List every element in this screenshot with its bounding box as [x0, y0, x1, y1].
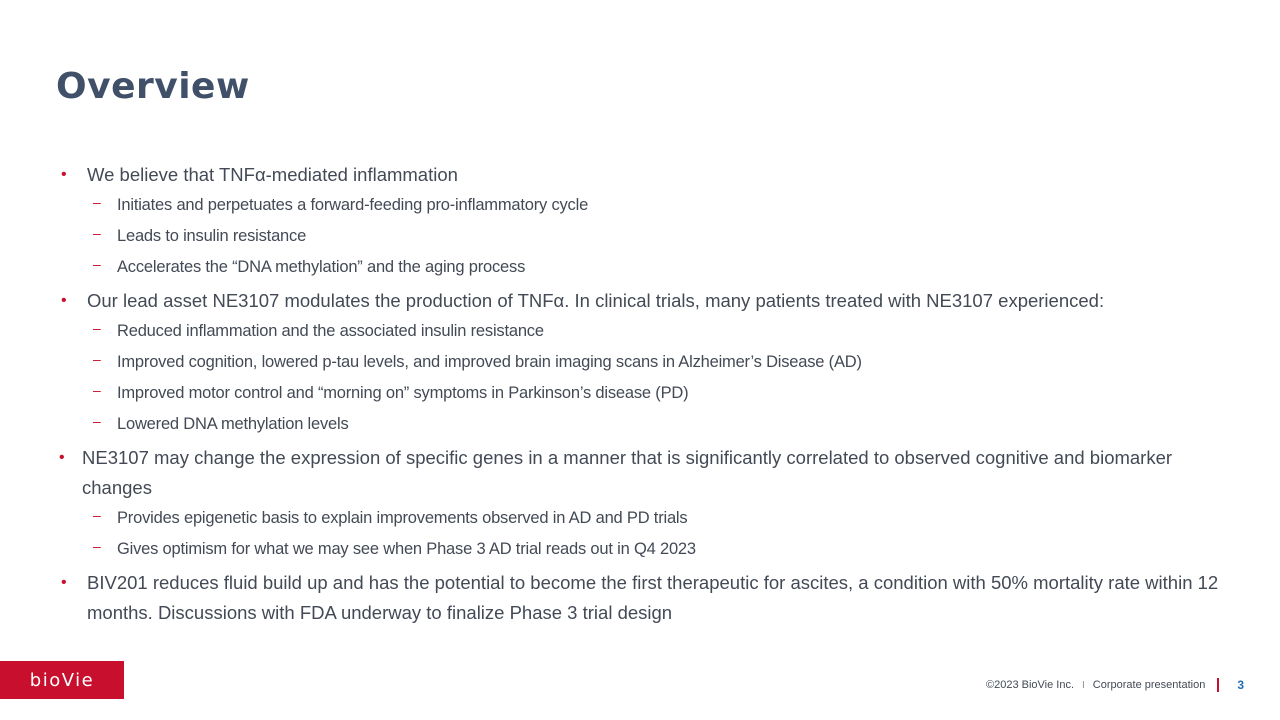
- sub-bullet-item: [58, 503, 1238, 534]
- footer-copyright: ©2023 BioVie Inc.: [985, 679, 1075, 691]
- sub-bullet-text: Accelerates the “DNA methylation” and the aging process: [117, 258, 526, 276]
- page-number: 3: [1237, 678, 1244, 692]
- bullet-item: [58, 160, 1238, 190]
- sub-bullet-text: Reduced inflammation and the associated insulin resistance: [117, 322, 544, 340]
- sub-bullet-text: Leads to insulin resistance: [117, 227, 307, 245]
- bullet-text: We believe that TNFα-mediated inflammation: [87, 164, 458, 185]
- dash-icon: –: [93, 538, 101, 554]
- dash-icon: –: [93, 351, 101, 367]
- sub-bullet-item: [58, 409, 1238, 440]
- sub-bullet-item: [58, 190, 1238, 221]
- slide-title: Overview: [56, 66, 250, 107]
- dash-icon: –: [93, 320, 101, 336]
- bullet-text: BIV201 reduces fluid build up and has the potential to become the first therapeutic for ascites, a condition with 50% mortality rate within 12 months. Discussions with FDA underway to finalize Phase 3 trial design: [87, 572, 1219, 623]
- sub-bullet-text: Improved cognition, lowered p-tau levels, and improved brain imaging scans in Alzheimer’s Disease (AD): [117, 353, 862, 371]
- sub-bullet-item: [58, 534, 1238, 565]
- bullet-item: [58, 286, 1238, 316]
- footer-separator: I: [1082, 679, 1085, 691]
- sub-bullet-item: [58, 252, 1238, 283]
- dash-icon: –: [93, 413, 101, 429]
- sub-bullet-text: Lowered DNA methylation levels: [117, 415, 349, 433]
- bullet-dot-icon: •: [61, 166, 67, 183]
- sub-bullet-text: Improved motor control and “morning on” symptoms in Parkinson’s disease (PD): [117, 384, 689, 402]
- dash-icon: –: [93, 507, 101, 523]
- bullet-item: [58, 568, 1238, 628]
- sub-bullet-item: [58, 221, 1238, 252]
- bullet-dot-icon: •: [61, 292, 67, 309]
- dash-icon: –: [93, 256, 101, 272]
- sub-bullet-text: Initiates and perpetuates a forward-feeding pro-inflammatory cycle: [117, 196, 589, 214]
- bullet-dot-icon: •: [61, 574, 67, 591]
- footer-divider: [1217, 678, 1219, 692]
- slide-footer: [986, 677, 1244, 693]
- sub-bullet-item: [58, 347, 1238, 378]
- footer-label: Corporate presentation: [1092, 679, 1206, 691]
- sub-bullet-text: Provides epigenetic basis to explain improvements observed in AD and PD trials: [117, 509, 688, 527]
- sub-bullet-item: [58, 316, 1238, 347]
- sub-bullet-item: [58, 378, 1238, 409]
- bullet-item: [58, 443, 1238, 503]
- dash-icon: –: [93, 194, 101, 210]
- bullet-list: [58, 160, 1238, 628]
- biovie-logo: [0, 661, 124, 699]
- logo-wordmark: bioVie: [29, 669, 95, 691]
- dash-icon: –: [93, 225, 101, 241]
- bullet-text: Our lead asset NE3107 modulates the production of TNFα. In clinical trials, many patients treated with NE3107 experienced:: [87, 290, 1105, 311]
- dash-icon: –: [93, 382, 101, 398]
- sub-bullet-text: Gives optimism for what we may see when Phase 3 AD trial reads out in Q4 2023: [117, 540, 696, 558]
- bullet-text: NE3107 may change the expression of specific genes in a manner that is significantly correlated to observed cognitive and biomarker changes: [82, 447, 1173, 498]
- bullet-dot-icon: •: [59, 449, 65, 466]
